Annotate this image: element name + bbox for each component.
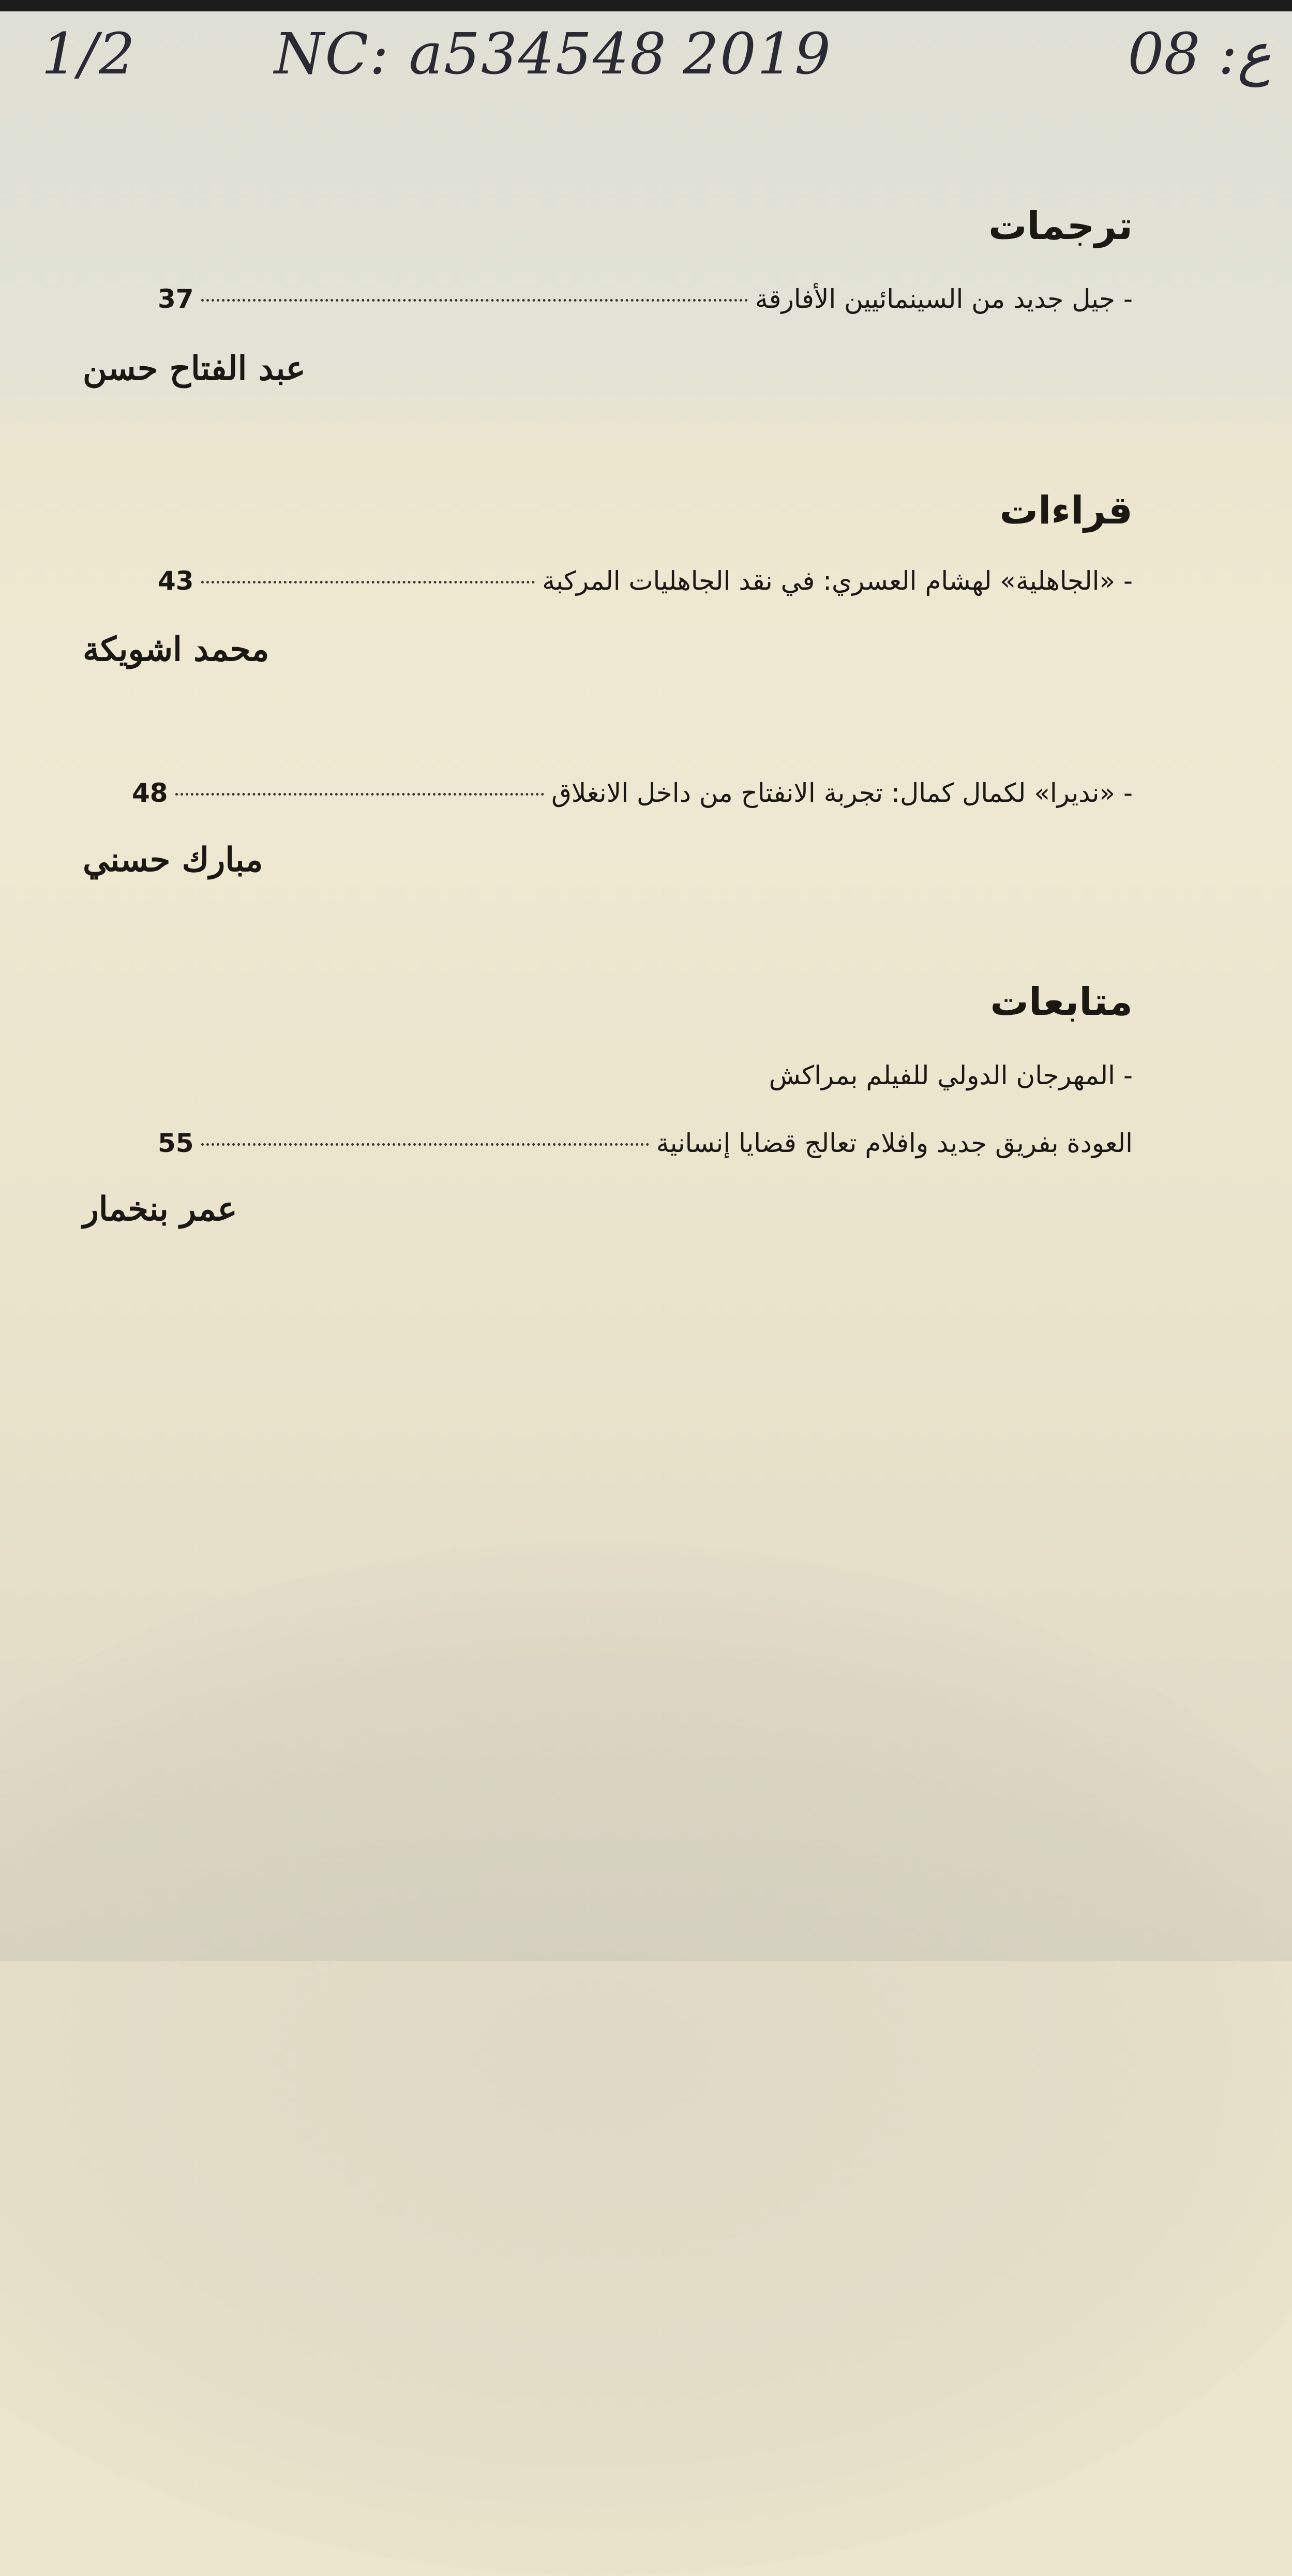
handwritten-fraction: 1/2 bbox=[41, 21, 137, 87]
section-heading-readings: قراءات bbox=[999, 488, 1133, 533]
toc-entry-author: عمر بنخمار bbox=[83, 1190, 237, 1229]
section-heading-follow-ups: متابعات bbox=[990, 980, 1133, 1024]
handwritten-call-number: NC: a534548 bbox=[274, 21, 667, 87]
leader-dots bbox=[201, 1143, 649, 1146]
handwritten-issue-number: ع: 08 bbox=[1128, 21, 1271, 87]
toc-entry-title: - «نديرا» لكمال كمال: تجربة الانفتاح من داخل الانغلاق bbox=[551, 778, 1133, 808]
toc-entry-page: 55 bbox=[158, 1128, 194, 1158]
table-of-contents bbox=[78, 0, 1133, 1961]
toc-entry[interactable] bbox=[158, 1128, 1133, 1159]
toc-entry[interactable] bbox=[158, 565, 1133, 596]
toc-entry-author: محمد اشويكة bbox=[83, 630, 269, 669]
toc-entry-title: - «الجاهلية» لهشام العسري: في نقد الجاهليات المركبة bbox=[542, 566, 1133, 596]
toc-entry-page: 48 bbox=[132, 778, 168, 808]
leader-dots bbox=[201, 581, 535, 583]
toc-entry-author: عبد الفتاح حسن bbox=[83, 349, 306, 388]
toc-entry[interactable] bbox=[132, 777, 1133, 808]
toc-entry-page: 37 bbox=[158, 284, 194, 314]
toc-entry-page: 43 bbox=[158, 566, 194, 596]
toc-entry-intro: - المهرجان الدولي للفيلم بمراكش bbox=[769, 1060, 1133, 1090]
section-heading-translations: ترجمات bbox=[988, 204, 1133, 248]
toc-entry[interactable] bbox=[158, 283, 1133, 314]
toc-entry-author: مبارك حسني bbox=[83, 841, 263, 879]
leader-dots bbox=[201, 299, 748, 302]
toc-entry-title: العودة بفريق جديد وافلام تعالج قضايا إنسانية bbox=[656, 1128, 1133, 1158]
handwritten-year: 2019 bbox=[683, 21, 832, 87]
toc-entry-title: - جيل جديد من السينمائيين الأفارقة bbox=[755, 284, 1133, 314]
leader-dots bbox=[175, 793, 544, 796]
